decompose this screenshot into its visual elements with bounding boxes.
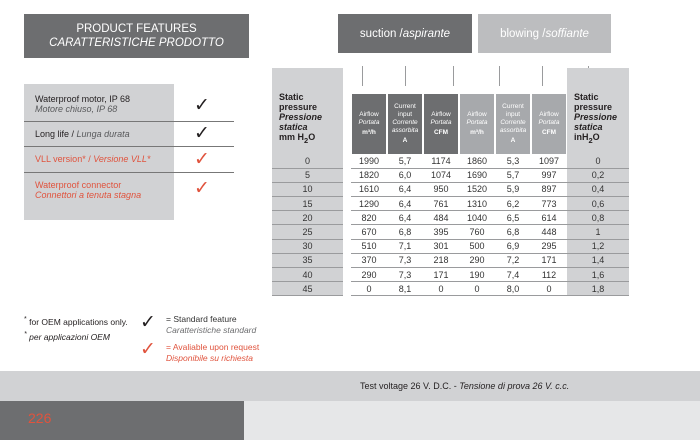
oem-note-it: per applicazioni OEM <box>29 331 110 342</box>
blowing-airflow-cfm-cell: 171 <box>531 253 567 267</box>
table-row <box>272 168 629 182</box>
blowing-airflow-cfm-cell: 1097 <box>531 154 567 168</box>
suction-airflow-cfm-cell: 0 <box>423 282 459 296</box>
static-pressure-in-cell: 0 <box>567 154 629 168</box>
blowing-airflow-cfm-cell: 448 <box>531 225 567 239</box>
header-text: pressure <box>574 102 613 113</box>
blowing-airflow-m3h-cell: 0 <box>459 282 495 296</box>
performance-table <box>272 68 629 296</box>
feature-label-en: Waterproof connector <box>35 180 122 190</box>
suction-airflow-cfm-cell: 218 <box>423 253 459 267</box>
suction-current-cell: 7,3 <box>387 268 423 282</box>
header-text: Pressione <box>574 112 618 123</box>
blowing-airflow-cfm-header <box>531 68 567 154</box>
header-unit: A <box>510 137 516 144</box>
feature-label-en: VLL version* / <box>35 154 91 164</box>
suction-airflow-cfm-cell: 395 <box>423 225 459 239</box>
footer-lower-band <box>244 401 700 440</box>
blowing-airflow-cfm-cell: 614 <box>531 211 567 225</box>
blowing-airflow-cfm-cell: 773 <box>531 197 567 211</box>
table-row <box>272 239 629 253</box>
page-number: 226 <box>28 410 52 426</box>
asterisk: * <box>24 315 27 323</box>
legend-on-request <box>166 342 259 364</box>
suction-airflow-m3h-cell: 820 <box>351 211 387 225</box>
feature-divider <box>24 146 234 147</box>
legend-standard-it: Caratteristiche standard <box>166 325 257 335</box>
table-row <box>272 197 629 211</box>
static-pressure-in-cell: 1,2 <box>567 239 629 253</box>
header-text: Portata <box>430 119 452 126</box>
static-pressure-mm-cell: 5 <box>272 168 343 182</box>
blowing-current-cell: 6,5 <box>495 211 531 225</box>
suction-current-cell: 5,7 <box>387 154 423 168</box>
blowing-current-cell: 8,0 <box>495 282 531 296</box>
blowing-current-header <box>495 68 531 154</box>
header-text: statica <box>574 122 603 133</box>
blowing-airflow-cfm-cell: 997 <box>531 168 567 182</box>
gap-cell <box>343 154 351 168</box>
gap-cell <box>343 197 351 211</box>
static-pressure-mm-cell: 40 <box>272 268 343 282</box>
performance-table-body <box>272 154 629 296</box>
static-pressure-mm-cell: 20 <box>272 211 343 225</box>
header-text: O <box>592 132 600 143</box>
header-text: Current <box>502 103 524 110</box>
header-text: Portata <box>358 119 380 126</box>
static-pressure-mm-cell: 45 <box>272 282 343 296</box>
suction-airflow-m3h-cell: 290 <box>351 268 387 282</box>
legend-request-en: = Avaliable upon request <box>166 342 260 352</box>
blowing-airflow-cfm-cell: 295 <box>531 239 567 253</box>
static-pressure-in-cell: 1,6 <box>567 268 629 282</box>
header-text: statica <box>279 122 308 133</box>
static-pressure-in-cell: 1,8 <box>567 282 629 296</box>
blowing-current-cell: 6,8 <box>495 225 531 239</box>
static-pressure-in-cell: 0,8 <box>567 211 629 225</box>
product-features-header <box>24 14 249 58</box>
blowing-airflow-m3h-cell: 1860 <box>459 154 495 168</box>
check-icon: ✓ <box>140 311 156 333</box>
legend-standard-en: = Standard feature <box>166 314 237 324</box>
header-text: input <box>505 111 521 118</box>
static-pressure-mm-cell: 25 <box>272 225 343 239</box>
feature-label-en: Waterproof motor, IP 68 <box>35 94 131 104</box>
static-pressure-mm-cell: 0 <box>272 154 343 168</box>
blowing-airflow-m3h-cell: 1690 <box>459 168 495 182</box>
blowing-current-cell: 5,3 <box>495 154 531 168</box>
suction-current-cell: 6,4 <box>387 211 423 225</box>
oem-note-en: for OEM applications only. <box>29 316 128 327</box>
suction-current-cell: 6,0 <box>387 168 423 182</box>
performance-table-wrap <box>272 68 629 296</box>
suction-label-en: suction / <box>359 27 403 40</box>
table-row <box>272 268 629 282</box>
feature-label-it: Connettori a tenuta stagna <box>35 190 142 200</box>
suction-airflow-m3h-cell: 510 <box>351 239 387 253</box>
header-text: Portata <box>538 119 560 126</box>
static-pressure-mm-cell: 10 <box>272 182 343 196</box>
static-pressure-mm-cell: 35 <box>272 253 343 267</box>
suction-header <box>338 14 472 53</box>
suction-current-cell: 8,1 <box>387 282 423 296</box>
feature-label-en: Long life / <box>35 129 75 139</box>
check-icon: ✓ <box>194 94 210 116</box>
check-red-icon: ✓ <box>194 148 210 170</box>
suction-current-cell: 6,4 <box>387 182 423 196</box>
blowing-airflow-m3h-cell: 1520 <box>459 182 495 196</box>
header-text: Corrente <box>392 119 418 126</box>
header-text: 2 <box>588 136 593 145</box>
blowing-label-en: blowing / <box>500 27 546 40</box>
header-text: Airflow <box>539 111 559 118</box>
blowing-current-cell: 6,9 <box>495 239 531 253</box>
suction-airflow-cfm-cell: 761 <box>423 197 459 211</box>
static-pressure-in-cell: 1,4 <box>567 253 629 267</box>
header-unit: CFM <box>541 129 557 136</box>
suction-current-cell: 7,3 <box>387 253 423 267</box>
suction-airflow-cfm-cell: 301 <box>423 239 459 253</box>
suction-airflow-cfm-cell: 950 <box>423 182 459 196</box>
blowing-current-cell: 7,2 <box>495 253 531 267</box>
gap-cell <box>343 225 351 239</box>
suction-current-header <box>387 68 423 154</box>
gap-cell <box>343 239 351 253</box>
footer-band <box>0 371 700 401</box>
gap-cell <box>343 253 351 267</box>
header-text: Static <box>574 92 599 103</box>
header-text: assorbita <box>499 127 527 134</box>
check-red-icon: ✓ <box>140 338 156 360</box>
table-row <box>272 154 629 168</box>
suction-airflow-m3h-cell: 670 <box>351 225 387 239</box>
suction-airflow-cfm-cell: 1174 <box>423 154 459 168</box>
suction-airflow-m3h-cell: 1990 <box>351 154 387 168</box>
blowing-current-cell: 5,7 <box>495 168 531 182</box>
static-pressure-mm-cell: 15 <box>272 197 343 211</box>
feature-label-it: Lunga durata <box>76 129 130 139</box>
blowing-airflow-m3h-cell: 290 <box>459 253 495 267</box>
header-text: Current <box>394 103 416 110</box>
blowing-label-it: soffiante <box>545 27 589 40</box>
blowing-header <box>478 14 611 53</box>
suction-airflow-cfm-cell: 1074 <box>423 168 459 182</box>
static-pressure-in-header <box>567 68 629 154</box>
check-icon: ✓ <box>194 122 210 144</box>
blowing-airflow-m3h-cell: 1040 <box>459 211 495 225</box>
blowing-current-cell: 5,9 <box>495 182 531 196</box>
suction-label-it: aspirante <box>402 27 451 40</box>
static-pressure-in-cell: 0,4 <box>567 182 629 196</box>
suction-airflow-m3h-cell: 0 <box>351 282 387 296</box>
feature-divider <box>24 172 234 173</box>
suction-current-cell: 6,4 <box>387 197 423 211</box>
suction-airflow-cfm-cell: 484 <box>423 211 459 225</box>
blowing-airflow-cfm-cell: 0 <box>531 282 567 296</box>
static-pressure-in-cell: 0,2 <box>567 168 629 182</box>
header-text: Airflow <box>431 111 451 118</box>
header-text: Static <box>279 92 304 103</box>
table-row <box>272 211 629 225</box>
header-text: inH <box>574 132 589 143</box>
product-features-title-en: PRODUCT FEATURES <box>76 23 197 35</box>
header-text: input <box>397 111 413 118</box>
header-text: Airflow <box>359 111 379 118</box>
header-text: Pressione <box>279 112 323 123</box>
static-pressure-in-cell: 0,6 <box>567 197 629 211</box>
blowing-airflow-m3h-cell: 760 <box>459 225 495 239</box>
legend-standard <box>166 314 256 336</box>
header-unit: m³/h <box>470 129 484 136</box>
feature-label-it: Versione VLL* <box>93 154 151 164</box>
gap-cell <box>343 168 351 182</box>
blowing-airflow-m3h-header <box>459 68 495 154</box>
oem-note <box>24 313 128 343</box>
blowing-airflow-cfm-cell: 897 <box>531 182 567 196</box>
blowing-current-cell: 7,4 <box>495 268 531 282</box>
header-text: assorbita <box>391 127 419 134</box>
static-pressure-mm-header <box>272 68 343 154</box>
table-row <box>272 225 629 239</box>
legend-request-it: Disponibile su richiesta <box>166 353 253 363</box>
suction-airflow-cfm-header <box>423 68 459 154</box>
suction-airflow-m3h-cell: 370 <box>351 253 387 267</box>
check-red-icon: ✓ <box>194 177 210 199</box>
test-voltage-en: Test voltage 26 V. D.C. - <box>360 381 457 391</box>
suction-current-cell: 7,1 <box>387 239 423 253</box>
header-unit: A <box>402 137 408 144</box>
gap-cell <box>343 282 351 296</box>
header-unit: CFM <box>433 129 449 136</box>
blowing-airflow-m3h-cell: 1310 <box>459 197 495 211</box>
header-text: O <box>308 132 316 143</box>
header-text: Airflow <box>467 111 487 118</box>
feature-label-it: Motore chiuso, IP 68 <box>35 104 118 114</box>
test-voltage-note <box>360 381 569 391</box>
blowing-airflow-cfm-cell: 112 <box>531 268 567 282</box>
gap-cell <box>343 182 351 196</box>
static-pressure-in-cell: 1 <box>567 225 629 239</box>
header-text: 2 <box>304 136 309 145</box>
header-unit: m³/h <box>362 129 376 136</box>
header-text: pressure <box>279 102 318 113</box>
blowing-airflow-m3h-cell: 190 <box>459 268 495 282</box>
blowing-airflow-m3h-cell: 500 <box>459 239 495 253</box>
product-features-title-it: CARATTERISTICHE PRODOTTO <box>49 37 224 49</box>
suction-airflow-m3h-header <box>351 68 387 154</box>
test-voltage-it: Tensione di prova 26 V. c.c. <box>459 381 570 391</box>
header-text: Corrente <box>500 119 526 126</box>
blowing-current-cell: 6,2 <box>495 197 531 211</box>
gap-cell <box>343 211 351 225</box>
suction-current-cell: 6,8 <box>387 225 423 239</box>
asterisk: * <box>24 329 27 338</box>
suction-airflow-m3h-cell: 1290 <box>351 197 387 211</box>
suction-airflow-m3h-cell: 1610 <box>351 182 387 196</box>
header-text: mm H <box>279 132 305 143</box>
table-row <box>272 253 629 267</box>
static-pressure-mm-cell: 30 <box>272 239 343 253</box>
header-text: Portata <box>466 119 488 126</box>
gap-cell <box>343 268 351 282</box>
table-row <box>272 282 629 296</box>
suction-airflow-cfm-cell: 171 <box>423 268 459 282</box>
suction-airflow-m3h-cell: 1820 <box>351 168 387 182</box>
table-row <box>272 182 629 196</box>
